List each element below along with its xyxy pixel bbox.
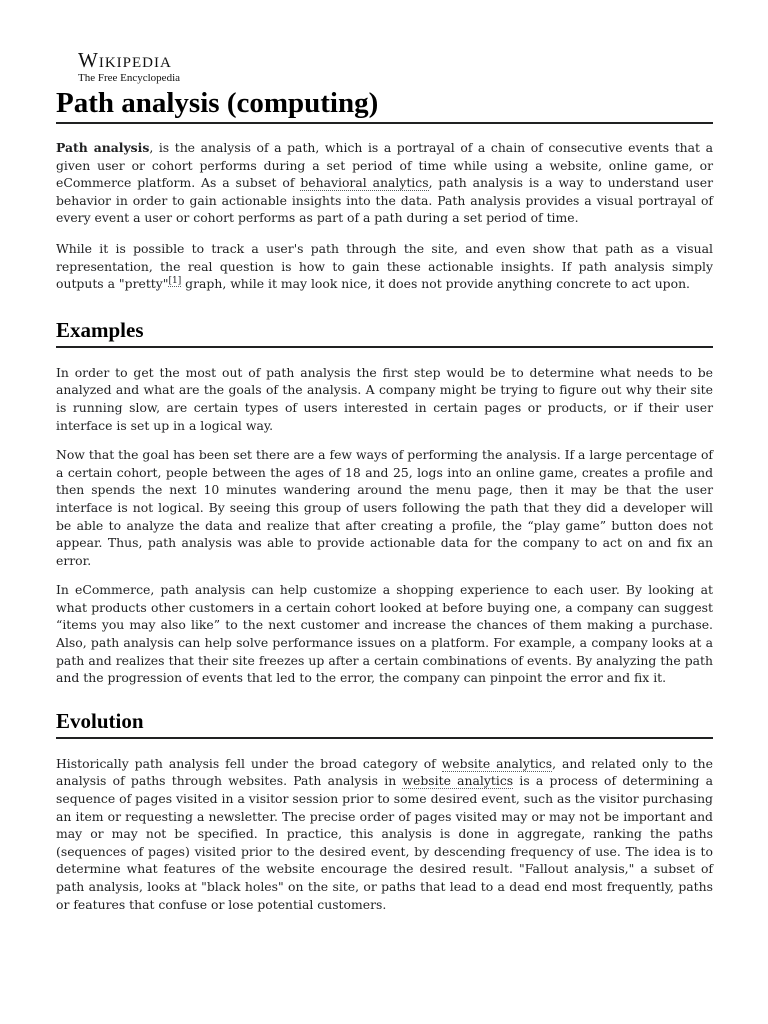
evolution-p1-text-c: is a process of determining a sequence of pages visited in a visitor session prior to some desired event, such as the visitor purchasing an item or requesting a newsletter. The precise order of pages visited may or may not be important and may or may not be specified. In practice, this analysis is done in aggregate, ranking the paths (sequences of pages) visited prior to the desired event, by descending frequency of use. The idea is to determine what features of the website encourage the desired result. "Fallout analysis," a subset of path analysis, looks at "black holes" on the site, or paths that lead to a dead end most frequently, paths or features that confuse or lose potential customers. (56, 773, 714, 912)
wikipedia-logo[interactable] (78, 48, 278, 84)
evolution-p1-text-b: , and related only to the analysis of paths through websites. Path analysis in (56, 755, 713, 789)
evolution-p1-text-a: Historically path analysis fell under the broad category of (56, 755, 442, 771)
page-title: Path analysis (computing) (56, 86, 713, 124)
intro-paragraph-1 (56, 139, 713, 227)
examples-paragraph-1: In order to get the most out of path analysis the first step would be to determine what needs to be analyzed and what are the goals of the analysis. A company might be trying to figure out why their site is running slow, are certain types of users interested in certain pages or products, or if their user interface is set up in a logical way. (56, 364, 713, 433)
link-behavioral-analytics[interactable]: behavioral analytics (300, 175, 429, 191)
intro-p2-text-b: graph, while it may look nice, it does not provide anything concrete to act upon. (181, 276, 690, 292)
intro-p1-text-b: , path analysis is a way to understand user behavior in order to gain actionable insights into the data. Path analysis provides a visual portrayal of every event a user or cohort performs as part of a path during a set period of time. (56, 175, 713, 226)
intro-p1-text-a: , is the analysis of a path, which is a portrayal of a chain of consecutive events that a given user or cohort performs during a set period of time while using a website, online game, or eCommerce platform. As a subset of (56, 140, 713, 191)
intro-bold-term: Path analysis (56, 140, 150, 155)
intro-p2-text-a: While it is possible to track a user's path through the site, and even show that path as a visual representation, the real question is how to gain these actionable insights. If path analysis simply outputs a "pretty" (56, 240, 713, 292)
section-heading-evolution: Evolution (56, 708, 713, 739)
link-website-analytics-1[interactable]: website analytics (441, 755, 553, 771)
intro-paragraph-2 (56, 240, 713, 293)
section-heading-examples: Examples (56, 317, 713, 348)
article (56, 48, 713, 913)
logo-wordmark (78, 48, 278, 72)
examples-paragraph-3: In eCommerce, path analysis can help customize a shopping experience to each user. By looking at what products other customers in a certain cohort looked at before buying one, a company can suggest “items you may also like” to the next customer and increase the chances of them making a purchase. Also, path analysis can help solve performance issues on a platform. For example, a company looks at a path and realizes that their site freezes up after a certain combinations of events. By analyzing the path and the progression of events that led to the error, the company can pinpoint the error and fix it. (56, 582, 713, 686)
logo-wordmark-text: Wikipedia (78, 48, 172, 72)
examples-paragraph-2: Now that the goal has been set there are a few ways of performing the analysis. If a large percentage of a certain cohort, people between the ages of 18 and 25, logs into an online game, creates a profile and then spends the next 10 minutes wandering around the menu page, then it may be that the user interface is not logical. By seeing this group of users following the path that they did a developer will be able to analyze the data and realize that after creating a profile, the “play game” button does not appear. Thus, path analysis was able to provide actionable data for the company to act on and fix an error. (56, 447, 713, 568)
logo-tagline: The Free Encyclopedia (78, 72, 181, 84)
link-website-analytics-2[interactable]: website analytics (402, 773, 514, 789)
reference-link-1[interactable]: [1] (168, 276, 182, 287)
evolution-paragraph-1 (56, 755, 713, 913)
